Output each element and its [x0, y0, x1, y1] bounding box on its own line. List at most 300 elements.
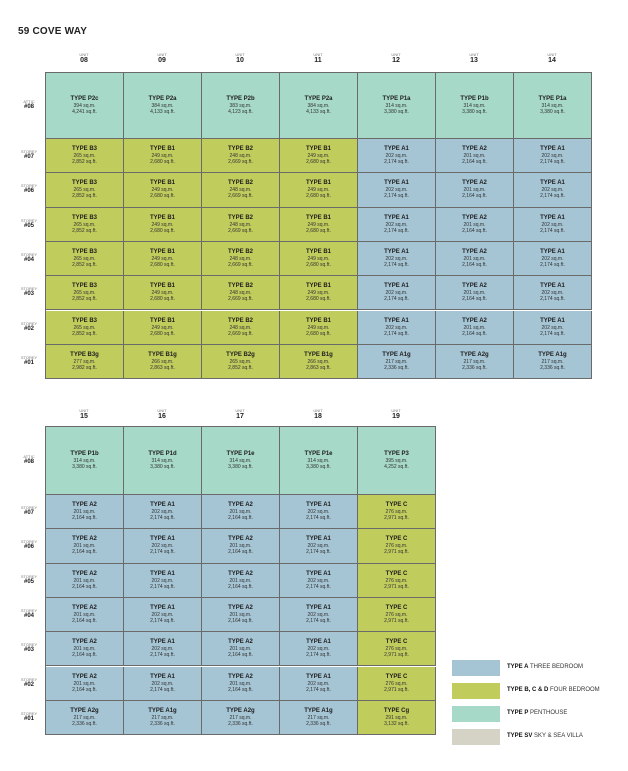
unit-area-sqft: 2,164 sq.ft.: [228, 515, 253, 522]
unit-area-sqm: 314 sq.m.: [541, 103, 564, 109]
unit-area-sqft: 2,336 sq.ft.: [540, 364, 565, 371]
unit-area-sqft: 2,680 sq.ft.: [306, 262, 331, 269]
floor-label-number: #06: [23, 188, 34, 195]
unit-area-sqft: 2,971 sq.ft.: [384, 583, 409, 590]
unit-header-label: UNIT: [313, 408, 323, 413]
floor-label-kind: STOREY: [20, 676, 38, 682]
legend-swatch: [452, 706, 500, 722]
unit-area-sqm: 217 sq.m.: [463, 358, 486, 365]
unit-area-sqft: 2,174 sq.ft.: [540, 296, 565, 303]
unit-area-sqft: 4,123 sq.ft.: [228, 109, 253, 115]
unit-type: TYPE A1: [384, 214, 409, 221]
unit-area-sqft: 2,174 sq.ft.: [384, 159, 409, 166]
unit-area-sqft: 3,380 sq.ft.: [306, 464, 331, 470]
unit-area-sqm: 201 sq.m.: [463, 256, 486, 263]
unit-area-sqft: 2,680 sq.ft.: [306, 330, 331, 337]
unit-area-sqm: 249 sq.m.: [307, 187, 330, 194]
unit-type: TYPE A1: [384, 317, 409, 324]
floor-label-kind: STOREY: [20, 320, 38, 326]
unit-header-number: 08: [80, 57, 88, 64]
unit-area-sqft: 2,174 sq.ft.: [540, 227, 565, 234]
unit-area-sqm: 202 sq.m.: [307, 612, 330, 619]
floor-label-number: #05: [23, 222, 34, 229]
unit-type: TYPE B2: [227, 249, 253, 256]
legend-label: [507, 664, 583, 670]
unit-cell: [436, 345, 514, 379]
unit-type: TYPE A1: [384, 283, 409, 290]
unit-cell: [358, 427, 436, 495]
unit-cell: [358, 139, 436, 173]
unit-type: TYPE A2: [462, 180, 487, 187]
unit-area-sqm: 248 sq.m.: [229, 153, 252, 160]
floor-label-kind: STOREY: [20, 505, 38, 511]
unit-area-sqm: 249 sq.m.: [307, 256, 330, 263]
unit-area-sqft: 2,680 sq.ft.: [306, 193, 331, 200]
unit-area-sqm: 249 sq.m.: [307, 221, 330, 228]
unit-cell: [280, 242, 358, 276]
unit-area-sqm: 202 sq.m.: [151, 646, 174, 653]
unit-cell: [124, 667, 202, 701]
unit-type: TYPE A1: [150, 570, 175, 577]
unit-type: TYPE C: [385, 536, 408, 543]
unit-area-sqft: 3,380 sq.ft.: [384, 109, 409, 115]
unit-header: [201, 408, 279, 421]
unit-cell: [124, 564, 202, 598]
unit-type: TYPE B2: [227, 180, 253, 187]
unit-area-sqm: 202 sq.m.: [541, 153, 564, 160]
unit-type: TYPE P1a: [538, 96, 567, 102]
unit-area-sqm: 265 sq.m.: [73, 290, 96, 297]
unit-header-number: 18: [314, 413, 322, 420]
unit-type: TYPE B2g: [226, 351, 255, 358]
unit-header: [357, 408, 435, 421]
unit-area-sqft: 2,164 sq.ft.: [72, 686, 97, 693]
unit-header: [123, 408, 201, 421]
unit-area-sqft: 2,680 sq.ft.: [150, 227, 175, 234]
unit-area-sqft: 2,164 sq.ft.: [462, 330, 487, 337]
unit-area-sqm: 202 sq.m.: [151, 577, 174, 584]
unit-type: TYPE A2: [462, 214, 487, 221]
unit-header-number: 11: [314, 57, 322, 64]
unit-area-sqm: 201 sq.m.: [463, 221, 486, 228]
unit-area-sqm: 249 sq.m.: [151, 256, 174, 263]
unit-cell: [124, 701, 202, 735]
floor-label: [14, 183, 44, 195]
unit-type: TYPE A1g: [538, 351, 567, 358]
unit-cell: [202, 427, 280, 495]
unit-type: TYPE A1: [306, 673, 331, 680]
unit-area-sqm: 249 sq.m.: [151, 153, 174, 160]
unit-cell: [358, 529, 436, 563]
unit-type: TYPE P2a: [304, 96, 333, 102]
legend-swatch: [452, 660, 500, 676]
unit-area-sqft: 2,164 sq.ft.: [72, 618, 97, 625]
unit-area-sqm: 314 sq.m.: [229, 458, 252, 464]
unit-cell: [46, 73, 124, 139]
unit-header-number: 15: [80, 413, 88, 420]
unit-area-sqm: 266 sq.m.: [151, 358, 174, 365]
unit-type: TYPE A2: [72, 502, 97, 509]
unit-area-sqft: 3,380 sq.ft.: [540, 109, 565, 115]
unit-cell: [280, 139, 358, 173]
unit-cell: [280, 632, 358, 666]
floor-label-kind: STOREY: [20, 183, 38, 189]
floor-label: [14, 539, 44, 551]
unit-area-sqft: 2,164 sq.ft.: [228, 618, 253, 625]
unit-area-sqft: 2,852 sq.ft.: [72, 296, 97, 303]
unit-cell: [202, 667, 280, 701]
floor-label-kind: ATTIC: [23, 99, 35, 104]
floor-label-kind: STOREY: [20, 286, 38, 292]
unit-type: TYPE C: [385, 673, 408, 680]
page-title: 59 COVE WAY: [18, 26, 88, 37]
unit-area-sqm: 202 sq.m.: [151, 680, 174, 687]
unit-area-sqft: 2,174 sq.ft.: [150, 686, 175, 693]
legend-type: TYPE SV: [507, 733, 533, 739]
unit-cell: [358, 311, 436, 345]
unit-area-sqm: 201 sq.m.: [229, 543, 252, 550]
unit-area-sqm: 249 sq.m.: [307, 290, 330, 297]
unit-type: TYPE A2: [462, 283, 487, 290]
legend-label: [507, 733, 583, 739]
unit-type: TYPE A2: [72, 639, 97, 646]
unit-header-number: 19: [392, 413, 400, 420]
unit-area-sqm: 265 sq.m.: [73, 153, 96, 160]
unit-type: TYPE A1: [306, 639, 331, 646]
floor-label-kind: ATTIC: [23, 454, 35, 459]
unit-area-sqm: 249 sq.m.: [151, 324, 174, 331]
unit-cell: [124, 311, 202, 345]
unit-area-sqm: 314 sq.m.: [463, 103, 486, 109]
unit-area-sqm: 217 sq.m.: [307, 714, 330, 721]
unit-header: [279, 408, 357, 421]
unit-area-sqft: 2,852 sq.ft.: [228, 364, 253, 371]
unit-area-sqft: 2,669 sq.ft.: [228, 296, 253, 303]
unit-area-sqft: 4,241 sq.ft.: [72, 109, 97, 115]
unit-type: TYPE P1b: [460, 96, 489, 102]
unit-type: TYPE A1: [540, 283, 565, 290]
legend-label: [507, 687, 600, 693]
unit-area-sqm: 202 sq.m.: [307, 680, 330, 687]
unit-type: TYPE A1: [306, 605, 331, 612]
unit-area-sqft: 2,680 sq.ft.: [306, 227, 331, 234]
unit-cell: [124, 427, 202, 495]
unit-cell: [280, 73, 358, 139]
unit-header-label: UNIT: [79, 408, 89, 413]
unit-type: TYPE B1: [149, 180, 175, 187]
unit-area-sqft: 2,174 sq.ft.: [540, 159, 565, 166]
floor-label-kind: STOREY: [20, 149, 38, 155]
unit-area-sqm: 201 sq.m.: [73, 680, 96, 687]
unit-header: [45, 408, 123, 421]
unit-type: TYPE A1: [306, 570, 331, 577]
unit-area-sqft: 2,174 sq.ft.: [384, 193, 409, 200]
unit-header: [513, 52, 591, 65]
unit-area-sqm: 202 sq.m.: [307, 577, 330, 584]
unit-type: TYPE B1: [149, 214, 175, 221]
unit-type: TYPE B1g: [148, 351, 177, 358]
unit-cell: [202, 598, 280, 632]
unit-cell: [358, 242, 436, 276]
unit-header-number: 10: [236, 57, 244, 64]
unit-type: TYPE A2: [462, 146, 487, 153]
unit-area-sqft: 2,164 sq.ft.: [228, 652, 253, 659]
unit-area-sqm: 201 sq.m.: [229, 680, 252, 687]
unit-type: TYPE B2: [227, 146, 253, 153]
floor-label-number: #05: [23, 578, 34, 585]
unit-header-label: UNIT: [391, 52, 401, 57]
unit-type: TYPE A2: [462, 249, 487, 256]
unit-header-label: UNIT: [79, 52, 89, 57]
unit-area-sqft: 2,852 sq.ft.: [72, 193, 97, 200]
unit-area-sqm: 249 sq.m.: [307, 324, 330, 331]
unit-type: TYPE A2: [72, 570, 97, 577]
unit-area-sqft: 2,852 sq.ft.: [72, 262, 97, 269]
legend-type: TYPE A: [507, 664, 529, 670]
unit-area-sqft: 2,680 sq.ft.: [150, 296, 175, 303]
unit-cell: [280, 345, 358, 379]
unit-area-sqft: 2,164 sq.ft.: [462, 227, 487, 234]
unit-cell: [358, 276, 436, 310]
unit-type: TYPE A1: [384, 249, 409, 256]
unit-area-sqft: 2,174 sq.ft.: [150, 583, 175, 590]
unit-type: TYPE A1: [540, 180, 565, 187]
unit-type: TYPE A2: [228, 639, 253, 646]
unit-area-sqft: 2,336 sq.ft.: [384, 364, 409, 371]
unit-cell: [358, 598, 436, 632]
unit-cell: [436, 311, 514, 345]
unit-area-sqm: 201 sq.m.: [229, 646, 252, 653]
unit-header-number: 12: [392, 57, 400, 64]
unit-area-sqm: 249 sq.m.: [151, 221, 174, 228]
unit-area-sqm: 202 sq.m.: [541, 187, 564, 194]
unit-area-sqft: 2,174 sq.ft.: [150, 618, 175, 625]
floor-label: [14, 711, 44, 723]
unit-type: TYPE A1: [150, 502, 175, 509]
unit-area-sqft: 3,380 sq.ft.: [72, 464, 97, 470]
unit-type: TYPE C: [385, 639, 408, 646]
unit-area-sqm: 201 sq.m.: [463, 290, 486, 297]
unit-header-label: UNIT: [547, 52, 557, 57]
unit-area-sqft: 2,971 sq.ft.: [384, 652, 409, 659]
unit-area-sqm: 202 sq.m.: [385, 187, 408, 194]
unit-type: TYPE A1: [306, 502, 331, 509]
legend-label: [507, 710, 567, 716]
legend-item: [452, 706, 628, 722]
unit-area-sqm: 202 sq.m.: [385, 153, 408, 160]
unit-area-sqm: 314 sq.m.: [73, 458, 96, 464]
floor-label-number: #08: [23, 459, 34, 465]
unit-type: TYPE B1: [305, 249, 331, 256]
unit-area-sqft: 2,164 sq.ft.: [462, 193, 487, 200]
legend-desc: PENTHOUSE: [528, 710, 568, 716]
unit-type: TYPE A2: [228, 673, 253, 680]
unit-type: TYPE B3: [71, 317, 97, 324]
unit-header-label: UNIT: [157, 52, 167, 57]
unit-area-sqm: 202 sq.m.: [151, 509, 174, 516]
unit-area-sqft: 2,669 sq.ft.: [228, 330, 253, 337]
unit-area-sqft: 2,669 sq.ft.: [228, 262, 253, 269]
unit-cell: [202, 701, 280, 735]
floor-label: [14, 321, 44, 333]
unit-cell: [124, 529, 202, 563]
unit-area-sqm: 202 sq.m.: [385, 324, 408, 331]
unit-type: TYPE B1: [305, 214, 331, 221]
unit-cell: [358, 701, 436, 735]
unit-type: TYPE A1: [306, 536, 331, 543]
unit-area-sqft: 2,971 sq.ft.: [384, 515, 409, 522]
unit-type: TYPE Cg: [383, 707, 410, 714]
legend-type: TYPE P: [507, 710, 529, 716]
unit-cell: [46, 208, 124, 242]
unit-cell: [280, 598, 358, 632]
unit-area-sqm: 277 sq.m.: [73, 358, 96, 365]
unit-area-sqft: 2,164 sq.ft.: [462, 262, 487, 269]
unit-type: TYPE B3: [71, 249, 97, 256]
unit-area-sqft: 3,380 sq.ft.: [462, 109, 487, 115]
unit-header: [435, 52, 513, 65]
floor-label-number: #06: [23, 544, 34, 551]
unit-area-sqft: 4,133 sq.ft.: [150, 109, 175, 115]
unit-cell: [514, 311, 592, 345]
unit-area-sqm: 202 sq.m.: [307, 646, 330, 653]
unit-area-sqft: 2,669 sq.ft.: [228, 159, 253, 166]
unit-grid: [45, 72, 592, 379]
unit-area-sqm: 276 sq.m.: [385, 646, 408, 653]
unit-area-sqft: 2,336 sq.ft.: [306, 720, 331, 727]
unit-cell: [280, 701, 358, 735]
unit-type: TYPE B2: [227, 214, 253, 221]
floor-label: [14, 99, 44, 111]
unit-cell: [436, 276, 514, 310]
unit-cell: [358, 564, 436, 598]
unit-area-sqft: 2,164 sq.ft.: [462, 159, 487, 166]
unit-cell: [358, 495, 436, 529]
unit-header-label: UNIT: [469, 52, 479, 57]
unit-type: TYPE A2g: [70, 707, 99, 714]
floor-label-kind: STOREY: [20, 710, 38, 716]
unit-area-sqm: 201 sq.m.: [463, 187, 486, 194]
unit-cell: [202, 276, 280, 310]
unit-header-label: UNIT: [235, 408, 245, 413]
unit-area-sqm: 265 sq.m.: [73, 187, 96, 194]
unit-cell: [280, 427, 358, 495]
unit-area-sqft: 4,133 sq.ft.: [306, 109, 331, 115]
unit-cell: [124, 139, 202, 173]
legend-desc: FOUR BEDROOM: [548, 687, 600, 693]
unit-area-sqft: 2,174 sq.ft.: [384, 262, 409, 269]
unit-area-sqft: 2,971 sq.ft.: [384, 618, 409, 625]
unit-header-label: UNIT: [157, 408, 167, 413]
legend-item: [452, 683, 628, 699]
unit-area-sqm: 314 sq.m.: [151, 458, 174, 464]
floor-label-kind: STOREY: [20, 642, 38, 648]
unit-type: TYPE A2g: [460, 351, 489, 358]
unit-type: TYPE A1: [540, 317, 565, 324]
unit-area-sqm: 201 sq.m.: [229, 577, 252, 584]
floor-label-number: #02: [23, 325, 34, 332]
unit-type: TYPE A1: [150, 673, 175, 680]
unit-area-sqm: 265 sq.m.: [73, 324, 96, 331]
unit-area-sqm: 217 sq.m.: [151, 714, 174, 721]
unit-area-sqft: 2,174 sq.ft.: [150, 652, 175, 659]
unit-area-sqm: 248 sq.m.: [229, 187, 252, 194]
unit-cell: [46, 345, 124, 379]
unit-type: TYPE P1a: [382, 96, 411, 102]
unit-area-sqm: 202 sq.m.: [541, 256, 564, 263]
unit-cell: [280, 311, 358, 345]
unit-cell: [436, 173, 514, 207]
unit-area-sqm: 201 sq.m.: [73, 509, 96, 516]
unit-area-sqm: 201 sq.m.: [73, 543, 96, 550]
unit-area-sqft: 2,336 sq.ft.: [228, 720, 253, 727]
unit-area-sqm: 249 sq.m.: [151, 290, 174, 297]
unit-area-sqm: 265 sq.m.: [73, 221, 96, 228]
unit-type: TYPE C: [385, 502, 408, 509]
unit-cell: [514, 242, 592, 276]
unit-cell: [124, 242, 202, 276]
unit-type: TYPE B2: [227, 317, 253, 324]
floor-label: [14, 505, 44, 517]
unit-area-sqft: 3,132 sq.ft.: [384, 720, 409, 727]
unit-area-sqft: 2,164 sq.ft.: [72, 652, 97, 659]
unit-type: TYPE A1g: [382, 351, 411, 358]
unit-area-sqm: 291 sq.m.: [385, 714, 408, 721]
unit-type: TYPE B1: [305, 180, 331, 187]
unit-area-sqm: 276 sq.m.: [385, 612, 408, 619]
unit-area-sqft: 2,863 sq.ft.: [306, 364, 331, 371]
floor-label-kind: STOREY: [20, 354, 38, 360]
unit-header: [201, 52, 279, 65]
unit-area-sqm: 217 sq.m.: [73, 714, 96, 721]
unit-area-sqm: 276 sq.m.: [385, 509, 408, 516]
unit-cell: [202, 208, 280, 242]
floor-label-kind: STOREY: [20, 573, 38, 579]
unit-area-sqft: 2,336 sq.ft.: [72, 720, 97, 727]
unit-area-sqm: 201 sq.m.: [73, 577, 96, 584]
unit-header-label: UNIT: [313, 52, 323, 57]
unit-area-sqm: 265 sq.m.: [229, 358, 252, 365]
unit-area-sqft: 2,982 sq.ft.: [72, 364, 97, 371]
unit-cell: [46, 495, 124, 529]
unit-area-sqft: 2,971 sq.ft.: [384, 686, 409, 693]
unit-cell: [124, 173, 202, 207]
floor-label: [14, 677, 44, 689]
floor-label-number: #02: [23, 681, 34, 688]
unit-area-sqm: 395 sq.m.: [385, 458, 408, 464]
unit-type: TYPE A1: [540, 146, 565, 153]
unit-area-sqft: 2,680 sq.ft.: [306, 296, 331, 303]
unit-type: TYPE B3g: [70, 351, 99, 358]
floor-label-kind: STOREY: [20, 217, 38, 223]
unit-type: TYPE B3: [71, 146, 97, 153]
unit-cell: [280, 208, 358, 242]
floor-label-kind: STOREY: [20, 252, 38, 258]
unit-type: TYPE A1: [384, 146, 409, 153]
unit-area-sqft: 2,164 sq.ft.: [72, 583, 97, 590]
unit-type: TYPE A1: [540, 249, 565, 256]
floor-label-number: #01: [23, 359, 34, 366]
legend-type: TYPE B, C & D: [507, 687, 549, 693]
legend-item: [452, 729, 628, 745]
unit-area-sqm: 201 sq.m.: [463, 153, 486, 160]
unit-area-sqft: 2,336 sq.ft.: [150, 720, 175, 727]
floor-label: [14, 218, 44, 230]
unit-area-sqft: 2,680 sq.ft.: [150, 193, 175, 200]
unit-cell: [202, 139, 280, 173]
unit-area-sqft: 2,680 sq.ft.: [306, 159, 331, 166]
unit-header-number: 17: [236, 413, 244, 420]
